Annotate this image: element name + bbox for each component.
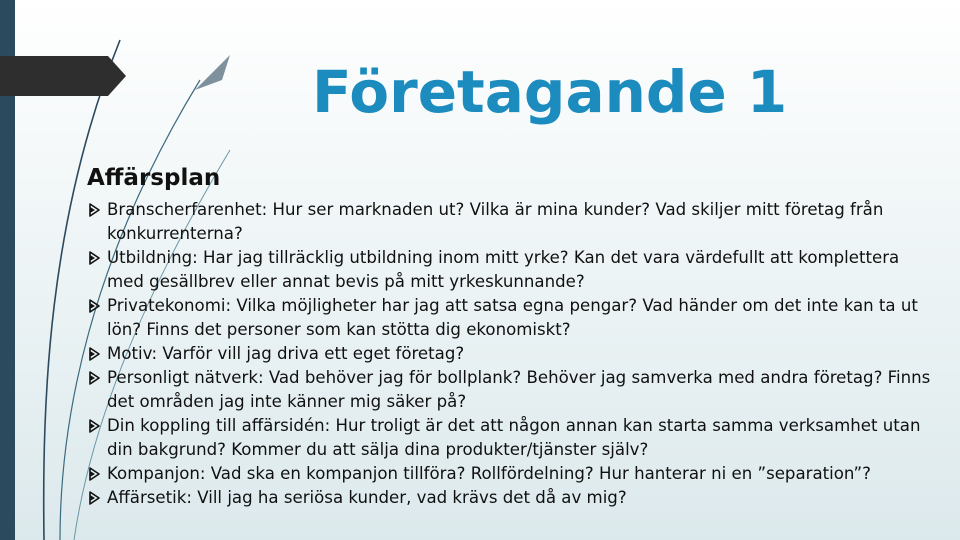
list-item [87,342,937,366]
list-item [87,462,937,486]
slide-title: Företagande 1 [312,58,788,126]
bullet-text: Din koppling till affärsidén: Hur troligt är det att någon annan kan starta samma verksamhet utan din bakgrund? Kommer du att sälja dina produkter/tjänster själv? [107,416,921,459]
list-item [87,486,937,510]
arrow-bullet-icon [87,342,103,366]
list-item [87,198,937,246]
bullet-text: Affärsetik: Vill jag ha seriösa kunder, vad krävs det då av mig? [107,488,627,507]
bullet-text: Personligt nätverk: Vad behöver jag för bollplank? Behöver jag samverka med andra företag? Finns det områden jag inte känner mig säker på? [107,368,931,411]
arrow-bullet-icon [87,294,103,318]
bullet-list [87,198,937,510]
arrow-bullet-icon [87,198,103,222]
title-tab-shape [0,56,126,96]
bullet-text: Privatekonomi: Vilka möjligheter har jag att satsa egna pengar? Vad händer om det inte kan ta ut lön? Finns det personer som kan stötta dig ekonomiskt? [107,296,918,339]
bullet-text: Branscherfarenhet: Hur ser marknaden ut? Vilka är mina kunder? Vad skiljer mitt företag från konkurrenterna? [107,200,884,243]
arrow-bullet-icon [87,414,103,438]
bullet-text: Utbildning: Har jag tillräcklig utbildning inom mitt yrke? Kan det vara värdefullt att komplettera med gesällbrev eller annat bevis på mitt yrkeskunnande? [107,248,900,291]
slide-content [87,164,937,510]
bullet-text: Motiv: Varför vill jag driva ett eget företag? [107,344,465,363]
list-item [87,366,937,414]
arrow-bullet-icon [87,246,103,270]
arrow-bullet-icon [87,366,103,390]
list-item [87,414,937,462]
bullet-text: Kompanjon: Vad ska en kompanjon tillföra? Rollfördelning? Hur hanterar ni en ”separation”? [107,464,871,483]
arrow-bullet-icon [87,486,103,510]
section-heading: Affärsplan [87,165,221,191]
list-item [87,294,937,342]
arrow-bullet-icon [87,462,103,486]
list-item [87,246,937,294]
